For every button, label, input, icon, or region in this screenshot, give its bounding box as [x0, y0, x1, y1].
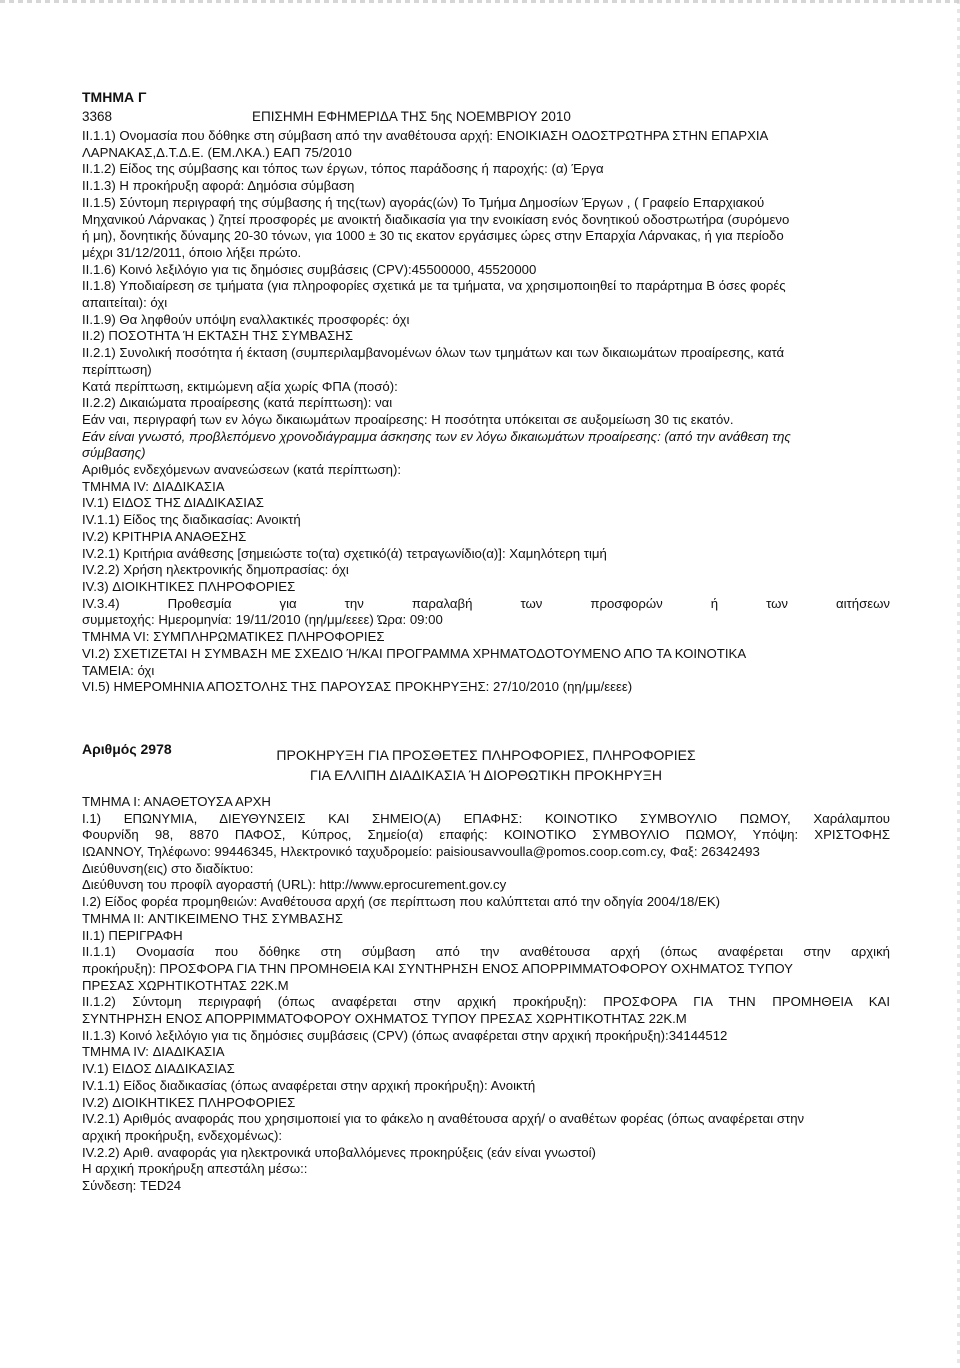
- text-line: Φουρνίδη 98, 8870 ΠΑΦΟΣ, Κύπρος, Σημείο(α) επαφής: ΚΟΙΝΟΤΙΚΟ ΣΥΜΒΟΥΛΙΟ ΠΩΜΟΥ, Υπόψη: ΧΡΙΣΤΟΦΗΣ: [82, 827, 890, 843]
- text-line: IV.2.1) Αριθμός αναφοράς που χρησιμοποιεί για το φάκελο η αναθέτουσα αρχή/ ο αναθέτων φορέας (όπως αναφέρεται στην: [82, 1111, 805, 1127]
- text-line: IV.2.2) Αριθ. αναφοράς για ηλεκτρονικά υποβαλλόμενες προκηρύξεις (εάν είναι γνωστοί): [82, 1144, 596, 1160]
- text-line: ΣΥΝΤΗΡΗΣΗ ΕΝΟΣ ΑΠΟΡΡΙΜΜΑΤΟΦΟΡΟΥ ΟΧΗΜΑΤΟΣ ΤΥΠΟΥ ΠΡΕΣΑΣ ΧΩΡΗΤΙΚΟΤΗΤΑΣ 22Κ.Μ: [82, 1011, 687, 1027]
- text-line: ΤΜΗΜΑ Ι: ΑΝΑΘΕΤΟΥΣΑ ΑΡΧΗ: [82, 793, 271, 809]
- text-line: IV.1) ΕΙΔΟΣ ΔΙΑΔΙΚΑΣΙΑΣ: [82, 1061, 235, 1077]
- text-line: IV.2) ΚΡΙΤΗΡΙΑ ΑΝΑΘΕΣΗΣ: [82, 528, 247, 544]
- text-line: IV.1) ΕΙΔΟΣ ΤΗΣ ΔΙΑΔΙΚΑΣΙΑΣ: [82, 495, 264, 511]
- page-header: [82, 107, 890, 126]
- text-line: Μηχανικού Λάρνακας ) ζητεί προσφορές με ανοικτή διαδικασία για την ενοικίαση ενός δονητικού οδοστρωτήρα (συρόμενο: [82, 211, 790, 227]
- text-line: απαιτείται): όχι: [82, 295, 168, 311]
- text-line: IV.1.1) Είδος της διαδικασίας: Ανοικτή: [82, 512, 301, 528]
- text-line: Διεύθυνση του προφίλ αγοραστή (URL): http://www.eprocurement.gov.cy: [82, 877, 507, 893]
- text-line: IV.1.1) Είδος διαδικασίας (όπως αναφέρεται στην αρχική προκήρυξη): Ανοικτή: [82, 1077, 536, 1093]
- text-line: VI.2) ΣΧΕΤΙΖΕΤΑΙ Η ΣΥΜΒΑΣΗ ΜΕ ΣΧΕΔΙΟ Ή/ΚΑΙ ΠΡΟΓΡΑΜΜΑ ΧΡΗΜΑΤΟΔΟΤΟΥΜΕΝΟ ΑΠΟ ΤΑ ΚΟΙΝΟΤΙΚΑ: [82, 645, 747, 661]
- text-line: IV.3.4) Προθεσμία για την παραλαβή των προσφορών ή των αιτήσεων: [82, 595, 890, 611]
- text-line: ΤΜΗΜΑ II: ΑΝΤΙΚΕΙΜΕΝΟ ΤΗΣ ΣΥΜΒΑΣΗΣ: [82, 910, 343, 926]
- text-line: I.1) ΕΠΩΝΥΜΙΑ, ΔΙΕΥΘΥΝΣΕΙΣ ΚΑΙ ΣΗΜΕΙΟ(Α) ΕΠΑΦΗΣ: ΚΟΙΝΟΤΙΚΟ ΣΥΜΒΟΥΛΙΟ ΠΩΜΟΥ, Χαράλαμπου: [82, 810, 890, 826]
- gazette-title: ΕΠΙΣΗΜΗ ΕΦΗΜΕΡΙΔΑ ΤΗΣ 5ης ΝΟΕΜΒΡΙΟΥ 2010: [252, 109, 571, 124]
- text-line: IV.2.1) Κριτήρια ανάθεσης [σημειώστε το(τα) σχετικό(ά) τετραγωνίδιο(α)]: Χαμηλότερη τιμή: [82, 545, 607, 561]
- spacer: [82, 696, 890, 740]
- text-line: σύμβασης): [82, 445, 146, 461]
- text-line: Αριθμός ενδεχόμενων ανανεώσεων (κατά περίπτωση):: [82, 462, 402, 478]
- text-line: II.1.3) Κοινό λεξιλόγιο για τις δημόσιες συμβάσεις (CPV) (όπως αναφέρεται στην αρχική προκήρυξη):34144512: [82, 1027, 728, 1043]
- text-line: II.1.5) Σύντομη περιγραφή της σύμβασης ή της(των) αγοράς(ών) Το Τμήμα Δημοσίων Έργων , ( Γραφείο Επαρχιακού: [82, 194, 765, 210]
- notice-title-line-2: ΓΙΑ ΕΛΛΙΠΗ ΔΙΑΔΙΚΑΣΙΑ Ή ΔΙΟΡΘΩΤΙΚΗ ΠΡΟΚΗΡΥΞΗ: [310, 766, 662, 783]
- section-heading: ΤΜΗΜΑ Γ: [82, 89, 147, 105]
- text-line: II.2.2) Δικαιώματα προαίρεσης (κατά περίπτωση): ναι: [82, 395, 393, 411]
- text-line: II.1.1) Ονομασία που δόθηκε στη σύμβαση από την αναθέτουσα αρχή (όπως αναφέρεται στην αρχική: [82, 944, 890, 960]
- text-line: I.2) Είδος φορέα προμηθειών: Αναθέτουσα αρχή (σε περίπτωση που καλύπτεται από την οδηγία 2004/18/ΕΚ): [82, 894, 721, 910]
- scan-edge-top: [0, 0, 960, 3]
- text-line: ΤΑΜΕΙΑ: όχι: [82, 662, 155, 678]
- text-line: συμμετοχής: Ημερομηνία: 19/11/2010 (ηη/μμ/εεεε) Ώρα: 09:00: [82, 612, 443, 628]
- notice-heading-row: [82, 740, 890, 766]
- text-line: II.1.8) Υποδιαίρεση σε τμήματα (για πληροφορίες σχετικά με τα τμήματα, να χρησιμοποιηθεί το παράρτημα Β όσες φορές: [82, 278, 786, 294]
- text-line: II.1.2) Είδος της σύμβασης και τόπος των έργων, τόπος παράδοσης ή παροχής: (α) Έργα: [82, 161, 604, 177]
- text-line: ΤΜΗΜΑ IV: ΔΙΑΔΙΚΑΣΙΑ: [82, 478, 225, 494]
- text-line: μέχρι 31/12/2011, όποιο λήξει πρώτο.: [82, 244, 302, 260]
- text-line: ΛΑΡΝΑΚΑΣ,Δ.Τ.Δ.Ε. (ΕΜ.ΛΚΑ.) ΕΑΠ 75/2010: [82, 144, 352, 160]
- text-line: ΙΩΑΝΝΟΥ, Τηλέφωνο: 99446345, Ηλεκτρονικό ταχυδρομείο: paisiousavvoulla@pomos.coop.com.cy, Φαξ: 26342493: [82, 844, 760, 860]
- notice-title-line-1: ΠΡΟΚΗΡΥΞΗ ΓΙΑ ΠΡΟΣΘΕΤΕΣ ΠΛΗΡΟΦΟΡΙΕΣ, ΠΛΗΡΟΦΟΡΙΕΣ: [276, 746, 696, 763]
- text-line: II.1) ΠΕΡΙΓΡΑΦΗ: [82, 927, 183, 943]
- text-line: Σύνδεση: TED24: [82, 1178, 182, 1194]
- text-line: προκήρυξη): ΠΡΟΣΦΟΡΑ ΓΙΑ ΤΗΝ ΠΡΟΜΗΘΕΙΑ ΚΑΙ ΣΥΝΤΗΡΗΣΗ ΕΝΟΣ ΑΠΟΡΡΙΜΜΑΤΟΦΟΡΟΥ ΟΧΗΜΑΤΟΣ ΤΥΠΟΥ: [82, 960, 793, 976]
- text-line: περίπτωση): [82, 361, 152, 377]
- text-line: Εάν ναι, περιγραφή των εν λόγω δικαιωμάτων προαίρεσης: Η ποσότητα υπόκειται σε αυξομείωση 30 τις εκατόν.: [82, 411, 734, 427]
- text-line: II.1.3) Η προκήρυξη αφορά: Δημόσια σύμβαση: [82, 178, 355, 194]
- text-line: ή μη), δονητικής δύναμης 20-30 τόνων, για 1000 ± 30 τις εκατον εργάσιμες ώρες στην Επαρχία Λάρνακας, ή για περίοδο: [82, 228, 784, 244]
- page-number: 3368: [82, 109, 113, 124]
- text-line: IV.3) ΔΙΟΙΚΗΤΙΚΕΣ ΠΛΗΡΟΦΟΡΙΕΣ: [82, 578, 296, 594]
- notice-title-row: [82, 766, 890, 794]
- text-line: II.1.1) Ονομασία που δόθηκε στη σύμβαση από την αναθέτουσα αρχή: ΕΝΟΙΚΙΑΣΗ ΟΔΟΣΤΡΩΤΗΡΑ ΣΤΗΝ ΕΠΑΡΧΙΑ: [82, 128, 769, 143]
- notice-number: Αριθμός 2978: [82, 740, 172, 757]
- notice-body-previous: [82, 128, 890, 696]
- text-line: αρχική προκήρυξη, ενδεχομένως):: [82, 1127, 283, 1143]
- text-line: II.1.6) Κοινό λεξιλόγιο για τις δημόσιες συμβάσεις (CPV):45500000, 45520000: [82, 261, 537, 277]
- text-line: II.2.1) Συνολική ποσότητα ή έκταση (συμπεριλαμβανομένων όλων των τμημάτων και των δικαιωμάτων προαίρεσης, κατά: [82, 345, 785, 361]
- text-line: Διεύθυνση(εις) στο διαδίκτυο:: [82, 860, 254, 876]
- text-line: Η αρχική προκήρυξη απεστάλη μέσω::: [82, 1161, 308, 1177]
- text-line: Εάν είναι γνωστό, προβλεπόμενο χρονοδιάγραμμα άσκησης των εν λόγω δικαιωμάτων προαίρεσης: (από την ανάθεση της: [82, 428, 791, 444]
- text-line: II.1.2) Σύντομη περιγραφή (όπως αναφέρεται στην αρχική προκήρυξη): ΠΡΟΣΦΟΡΑ ΓΙΑ ΤΗΝ ΠΡΟΜΗΘΕΙΑ ΚΑΙ: [82, 994, 890, 1010]
- text-line: ΤΜΗΜΑ VI: ΣΥΜΠΛΗΡΩΜΑΤΙΚΕΣ ΠΛΗΡΟΦΟΡΙΕΣ: [82, 629, 385, 645]
- text-line: ΤΜΗΜΑ IV: ΔΙΑΔΙΚΑΣΙΑ: [82, 1044, 225, 1060]
- document-page: [82, 88, 890, 1195]
- text-line: II.1.9) Θα ληφθούν υπόψη εναλλακτικές προσφορές: όχι: [82, 311, 410, 327]
- text-line: Κατά περίπτωση, εκτιμώμενη αξία χωρίς ΦΠΑ (ποσό):: [82, 378, 398, 394]
- text-line: IV.2.2) Χρήση ηλεκτρονικής δημοπρασίας: όχι: [82, 562, 349, 578]
- text-line: VI.5) ΗΜΕΡΟΜΗΝΙΑ ΑΠΟΣΤΟΛΗΣ ΤΗΣ ΠΑΡΟΥΣΑΣ ΠΡΟΚΗΡΥΞΗΣ: 27/10/2010 (ηη/μμ/εεεε): [82, 679, 633, 695]
- text-line: IV.2) ΔΙΟΙΚΗΤΙΚΕΣ ΠΛΗΡΟΦΟΡΙΕΣ: [82, 1094, 296, 1110]
- notice-body-2978: [82, 794, 890, 1195]
- text-line: II.2) ΠΟΣΟΤΗΤΑ Ή ΕΚΤΑΣΗ ΤΗΣ ΣΥΜΒΑΣΗΣ: [82, 328, 353, 344]
- text-line: ΠΡΕΣΑΣ ΧΩΡΗΤΙΚΟΤΗΤΑΣ 22Κ.Μ: [82, 977, 289, 993]
